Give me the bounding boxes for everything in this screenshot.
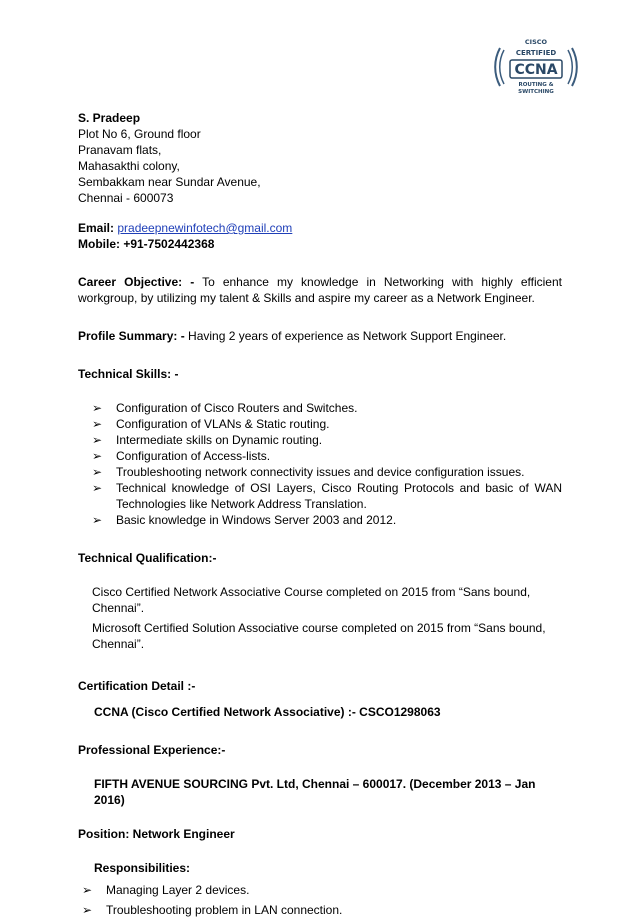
arrow-bullet-icon: ➢ — [92, 417, 103, 431]
logo-cisco: CISCO — [524, 38, 548, 46]
email-line — [78, 220, 562, 236]
list-item: Cisco Certified Network Associative Course completed on 2015 from “Sans bound, Chennai”. — [92, 585, 531, 615]
arrow-bullet-icon: ➢ — [82, 903, 93, 917]
candidate-name: S. Pradeep — [78, 111, 141, 125]
arrow-bullet-icon: ➢ — [92, 513, 103, 527]
logo-switching: SWITCHING — [518, 89, 554, 95]
list-item: ➢ Troubleshooting network connectivity issues and device configuration issues. — [92, 465, 525, 479]
responsibilities-heading: Responsibilities: — [94, 861, 191, 875]
address-line: Chennai - 600073 — [78, 191, 174, 205]
logo-ccna: CCNA — [514, 62, 558, 78]
arrow-bullet-icon: ➢ — [92, 433, 103, 447]
address-line: Mahasakthi colony, — [78, 159, 180, 173]
ccna-logo — [490, 36, 582, 96]
position-line: Position: Network Engineer — [78, 827, 235, 841]
company-line: FIFTH AVENUE SOURCING Pvt. Ltd, Chennai – 600017. (December 2013 – Jan 2016) — [94, 777, 536, 807]
list-item: Microsoft Certified Solution Associative course completed on 2015 from “Sans bound, Chennai”. — [92, 621, 546, 651]
list-item: ➢ Configuration of VLANs & Static routing. — [92, 417, 330, 431]
career-objective-label: Career Objective: - — [78, 275, 195, 289]
arrow-bullet-icon: ➢ — [92, 481, 103, 495]
list-item: ➢ Configuration of Access-lists. — [92, 449, 271, 463]
arrow-bullet-icon: ➢ — [82, 883, 93, 897]
list-item: ➢ Basic knowledge in Windows Server 2003 and 2012. — [92, 513, 397, 527]
profile-summary — [78, 328, 562, 344]
email-label: Email: — [78, 221, 115, 235]
technical-skills-list — [78, 400, 562, 528]
technical-qualification-heading: Technical Qualification:- — [78, 551, 217, 565]
certification-heading: Certification Detail :- — [78, 679, 196, 693]
arrow-bullet-icon: ➢ — [92, 449, 103, 463]
responsibilities-list — [78, 882, 562, 918]
address-line: Pranavam flats, — [78, 143, 162, 157]
arrow-bullet-icon: ➢ — [92, 465, 103, 479]
qualification-list — [78, 584, 562, 652]
arrow-bullet-icon: ➢ — [92, 401, 103, 415]
resume-content — [78, 110, 562, 918]
profile-summary-label: Profile Summary: - — [78, 329, 185, 343]
career-objective — [78, 274, 562, 306]
address-line: Plot No 6, Ground floor — [78, 127, 201, 141]
ccna-badge-graphic — [490, 36, 582, 96]
address-line: Sembakkam near Sundar Avenue, — [78, 175, 261, 189]
list-item: ➢ Technical knowledge of OSI Layers, Cisco Routing Protocols and basic of WAN Technologies like Network Address Translation. — [92, 481, 562, 511]
list-item: ➢ Troubleshooting problem in LAN connection. — [82, 903, 343, 917]
technical-skills-heading: Technical Skills: - — [78, 367, 179, 381]
logo-routing: ROUTING & — [518, 82, 554, 88]
mobile-line: Mobile: +91-7502442368 — [78, 237, 215, 251]
certification-detail: CCNA (Cisco Certified Network Associative) :- CSCO1298063 — [94, 705, 441, 719]
experience-heading: Professional Experience:- — [78, 743, 226, 757]
list-item: ➢ Intermediate skills on Dynamic routing. — [92, 433, 323, 447]
list-item: ➢ Configuration of Cisco Routers and Switches. — [92, 401, 358, 415]
logo-certified: CERTIFIED — [515, 49, 557, 57]
email-link[interactable]: pradeepnewinfotech@gmail.com — [117, 221, 293, 235]
list-item: ➢ Managing Layer 2 devices. — [82, 883, 250, 897]
career-objective-text: To enhance my knowledge in Networking with highly efficient workgroup, by utilizing my talent & Skills and aspire my career as a Network Engineer. — [78, 275, 562, 305]
profile-summary-text: Having 2 years of experience as Network Support Engineer. — [184, 329, 507, 343]
